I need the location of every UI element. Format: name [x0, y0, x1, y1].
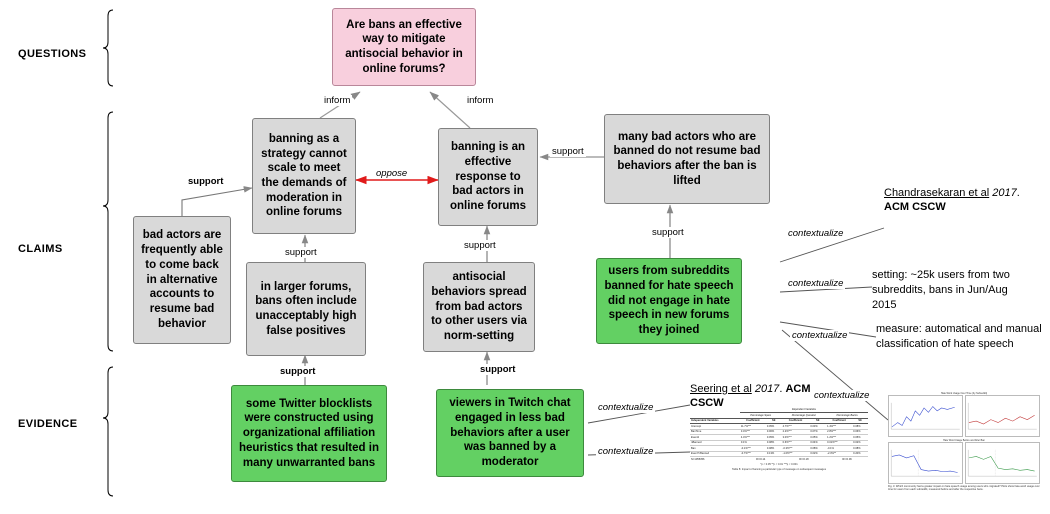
table-cell: 3.0%***: [782, 435, 810, 440]
tier-label-evidence: EVIDENCE: [18, 418, 78, 430]
edge-label-support-norm-setting: support: [464, 240, 496, 251]
edge-label-support-false-positives: support: [285, 247, 317, 258]
table-cell: Ban: [690, 446, 740, 451]
table-cell: 0.06%: [852, 429, 868, 434]
table-cell: 0.08%: [852, 424, 868, 429]
table-cell: -0.1%: [826, 446, 852, 451]
node-claim-cannot-scale[interactable]: banning as a strategy cannot scale to meet the demands of moderation in online forums: [252, 118, 356, 234]
table-cell: BanTime: [690, 429, 740, 434]
citation-seering-year: 2017: [754, 383, 780, 395]
node-evidence-twitch-chat[interactable]: viewers in Twitch chat engaged in less bad behaviors after a user was banned by a moderator: [436, 389, 584, 477]
edge-label-oppose: oppose: [376, 168, 408, 179]
table-cell: 3.4%***: [740, 429, 766, 434]
edge-label-contextualize-citation: contextualize: [788, 228, 844, 239]
table-cell: 0.05%: [766, 424, 782, 429]
node-claim-banning-effective[interactable]: banning is an effective response to bad actors in online forums: [438, 128, 538, 226]
annotation-setting: setting: ~25k users from two subreddits, bans in Jun/Aug 2015: [872, 269, 1010, 311]
table-cell: 0.05%: [809, 435, 826, 440]
node-question[interactable]: Are bans an effective way to mitigate antisocial behavior in online forums?: [332, 8, 476, 86]
plot-panel: [965, 395, 1040, 437]
table-cell: Intercept: [690, 424, 740, 429]
table-subheader-4: Coefficient: [826, 418, 852, 423]
table-subheader-0: Coefficient: [740, 418, 766, 423]
node-evidence-twitter-blocklists[interactable]: some Twitter blocklists were constructed using organizational affiliation heuristics that resulted in many unwarranted bans: [231, 385, 387, 482]
table-cell: 0.07%: [809, 429, 826, 434]
table-group-2: Percentage Banks: [826, 413, 868, 418]
citation-chandrasekaran: Chandrasekaran et al 2017. ACM CSCW: [884, 187, 1020, 214]
node-evidence-subreddits-hate-speech[interactable]: users from subreddits banned for hate speech did not engage in hate speech in new forums they joined: [596, 258, 742, 344]
table-subheader-2: Coefficient: [782, 418, 810, 423]
table-cell: 0.1%: [740, 440, 766, 445]
edge-label-contextualize-setting: contextualize: [788, 278, 844, 289]
edge-label-support-alt-accounts: support: [188, 176, 224, 187]
table-cell: 0.02%: [809, 451, 826, 456]
table-cell: 0.08%: [809, 446, 826, 451]
annotation-measure: measure: automatical and manual classification of hate speech: [876, 323, 1042, 350]
table-cell: 4.7%***: [782, 424, 810, 429]
table-cell: 0.6%***: [782, 440, 810, 445]
table-cell: 0.06%: [766, 429, 782, 434]
table-cell: 0.08%: [852, 446, 868, 451]
table-dependent-variables-header: Dependent Variables: [740, 408, 868, 413]
table-cell: Event*nBanned: [690, 451, 740, 456]
plots-caption: Fig. 3. Which community had a greater impact on hate speech usage among users who migrated? Plots show hate-word usage over time for users from each subreddit, measured before and after the respective bans.: [888, 485, 1040, 491]
figure-results-table[interactable]: [690, 408, 868, 508]
table-cell: 0.08%: [766, 440, 782, 445]
table-cell: 0.20%: [852, 451, 868, 456]
node-claim-bad-actors-do-not-resume[interactable]: many bad actors who are banned do not resume bad behaviors after the ban is lifted: [604, 114, 770, 204]
citation-seering-venue: ACM CSCW: [690, 383, 811, 410]
edge-label-support-twitch: support: [480, 364, 516, 375]
table-subheader-5: SE: [852, 418, 868, 423]
table-cell: 11.7%***: [740, 424, 766, 429]
edge-label-contextualize-measure: contextualize: [792, 330, 848, 341]
table-cell: 0.03%: [809, 424, 826, 429]
table-cell: 1.2%***: [826, 435, 852, 440]
citation-chandrasekaran-year: 2017: [992, 187, 1017, 199]
table-group-1: Percentage Question: [782, 413, 827, 418]
plot-panel: [965, 442, 1040, 484]
table-cell: 0.13%: [766, 451, 782, 456]
table-cell: -2.3%**: [826, 451, 852, 456]
tier-label-claims: CLAIMS: [18, 243, 63, 255]
edge-label-inform-left: inform: [324, 95, 351, 106]
table-cell: -0.7%***: [740, 451, 766, 456]
table-cell: 0.05%: [766, 435, 782, 440]
citation-seering-authors: Seering et al: [690, 383, 752, 395]
table-cell: -1.0%***: [782, 451, 810, 456]
table-cell: N=1055356: [690, 457, 740, 462]
plot-panel: [888, 395, 963, 437]
plots-title-bottom: Hate Word Usage Before and After Ban: [943, 439, 985, 442]
figure-hate-speech-plots[interactable]: [888, 392, 1040, 504]
table-group-0: Percentage Spam: [740, 413, 782, 418]
citation-chandrasekaran-authors: Chandrasekaran et al: [884, 187, 990, 199]
table-cell: 0.04%: [809, 440, 826, 445]
table-cell: R²=0.14: [740, 457, 782, 462]
citation-seering: Seering et al 2017. ACM CSCW: [690, 383, 811, 410]
node-claim-norm-setting[interactable]: antisocial behaviors spread from bad actors to other users via norm-setting: [423, 262, 535, 352]
table-cell: R²=0.18: [782, 457, 827, 462]
edge-label-contextualize-plots: contextualize: [814, 390, 870, 401]
tier-label-questions: QUESTIONS: [18, 48, 87, 60]
table-cell: 2.2%***: [782, 429, 810, 434]
table-cell: nBanned: [690, 440, 740, 445]
edge-label-support-twitter: support: [280, 366, 316, 377]
edge-label-inform-right: inform: [467, 95, 494, 106]
citation-chandrasekaran-venue: ACM CSCW: [884, 201, 946, 214]
table-cell: R²=0.06: [826, 457, 868, 462]
table-cell: 4.4%***: [740, 435, 766, 440]
table-subheader-3: SE: [809, 418, 826, 423]
table-caption: Table 8: Impact of banning a particular type of message on subsequent messages: [731, 467, 826, 471]
edge-label-contextualize-table: contextualize: [598, 446, 654, 457]
table-row-header: Independent Variables: [690, 418, 740, 423]
table-cell: 0.01%***: [826, 440, 852, 445]
edge-label-support-subreddits: support: [652, 227, 684, 238]
table-row: [690, 457, 868, 462]
table-cell: 2.8%***: [826, 429, 852, 434]
table-cell: 1.4%***: [826, 424, 852, 429]
node-claim-false-positives[interactable]: in larger forums, bans often include unacceptably high false positives: [246, 262, 366, 356]
table-cell: -0.1%***: [740, 446, 766, 451]
table-cell: 0.05%: [852, 435, 868, 440]
table-footnote: *p < 0.05 **p < 0.01 ***p < 0.001: [760, 462, 798, 466]
table-cell: -0.3%***: [782, 446, 810, 451]
node-claim-alternative-accounts[interactable]: bad actors are frequently able to come back in alternative accounts to resume bad behavior: [133, 216, 231, 344]
table-subheader-1: SE: [766, 418, 782, 423]
plot-panel: [888, 442, 963, 484]
plots-title-top: Hate Word Usage Over Time (by Subreddit): [940, 392, 988, 395]
table-cell: 0.08%: [766, 446, 782, 451]
edge-label-support-bad-actors: support: [552, 146, 584, 157]
table-cell: 0.02%: [852, 440, 868, 445]
table-cell: Event2: [690, 435, 740, 440]
edge-label-contextualize-seering: contextualize: [598, 402, 654, 413]
